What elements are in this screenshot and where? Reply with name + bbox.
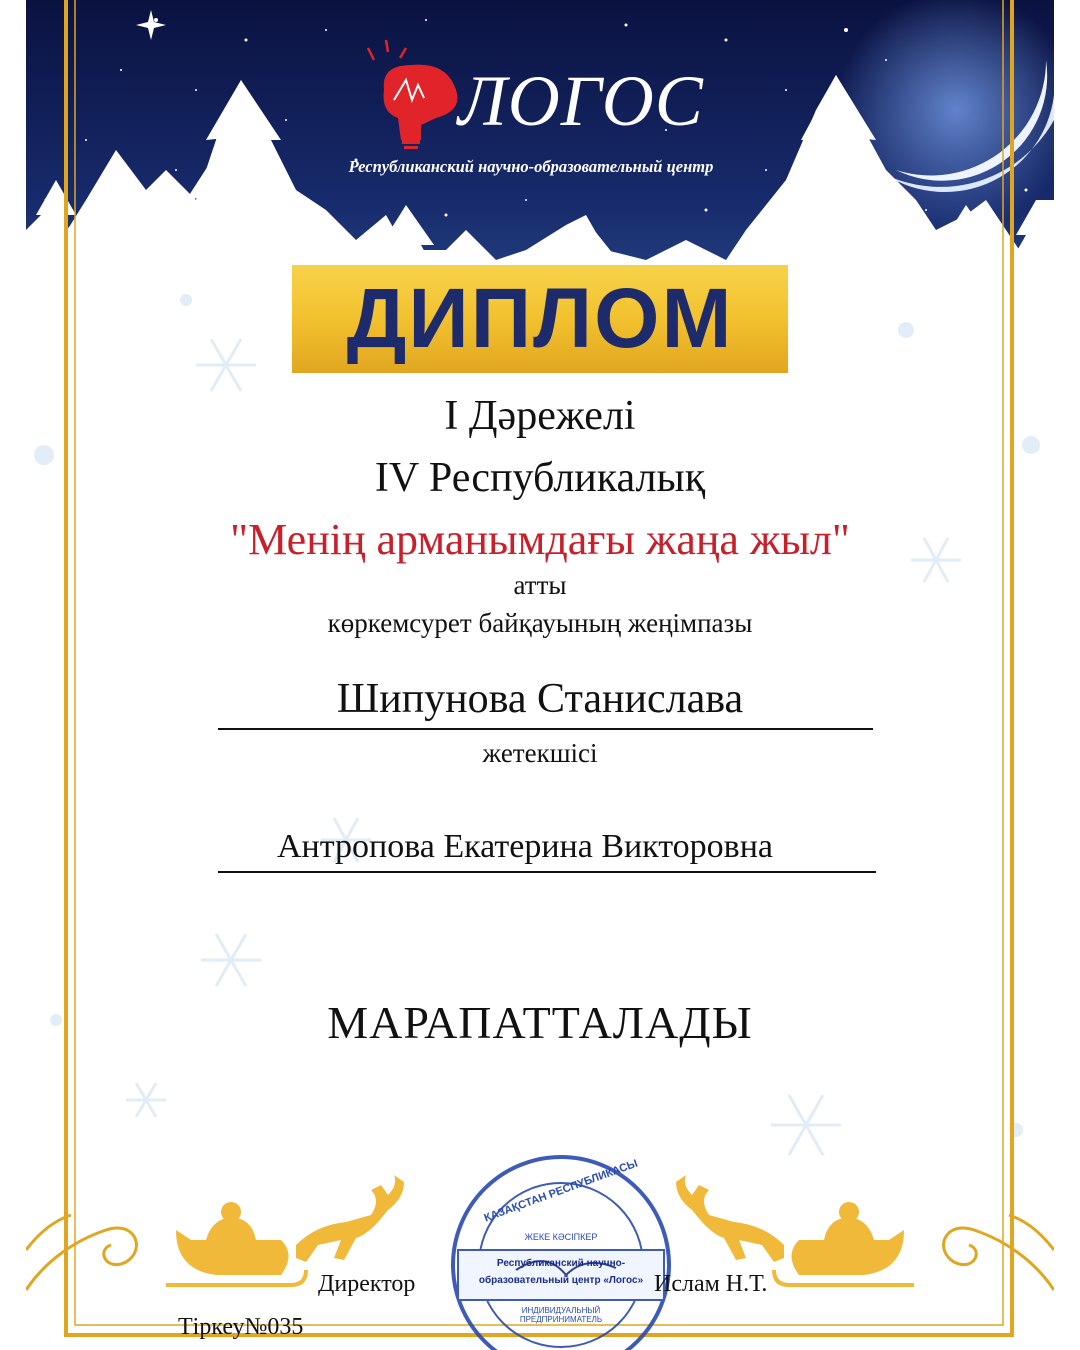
supervisor-label: жетекшісі — [482, 738, 598, 768]
description-text: көркемсурет байқауының жеңімпазы — [327, 608, 753, 638]
logo-name: ЛОГОС — [458, 61, 704, 141]
reindeer-left-icon — [296, 1175, 404, 1262]
registration-number: Тіркеу№035 — [178, 1314, 304, 1340]
supervisor-name: Антропова Екатерина Викторовна — [276, 828, 774, 865]
winner-name: Шипунова Станислава — [336, 676, 744, 722]
stamp-line4: ИНДИВИДУАЛЬНЫЙ ПРЕДПРИНИМАТЕЛЬ — [519, 1306, 603, 1324]
supervisor-underline — [218, 871, 876, 873]
sleigh-right-icon — [774, 1202, 914, 1285]
stamp-line2: Республиканский научно- — [496, 1258, 626, 1269]
winner-underline — [218, 728, 873, 730]
named-text: атты — [513, 570, 567, 600]
logo-subtitle: Республиканский научно-образовательный центр — [348, 157, 714, 176]
degree-text: I Дәрежелі — [444, 393, 636, 439]
level-text: IV Республикалық — [374, 455, 706, 501]
diploma-page — [26, 0, 1054, 1350]
director-label: Директор — [318, 1271, 416, 1297]
stamp-outer-text: ҚАЗАҚСТАН РЕСПУБЛИКАСЫ — [482, 1157, 640, 1225]
reindeer-right-icon — [676, 1175, 784, 1262]
awarded-text: МАРАПАТТАЛАДЫ — [327, 997, 753, 1048]
director-name: Ислам Н.Т. — [654, 1271, 768, 1297]
stamp-line3: образовательный центр «Логос» — [478, 1275, 644, 1286]
sleigh-left-icon — [166, 1202, 306, 1285]
stamp-line1: ЖЕКЕ КӘСІПКЕР — [524, 1232, 598, 1242]
contest-name: "Менің арманымдағы жаңа жыл" — [230, 515, 850, 564]
diploma-title: ДИПЛОМ — [346, 271, 734, 365]
